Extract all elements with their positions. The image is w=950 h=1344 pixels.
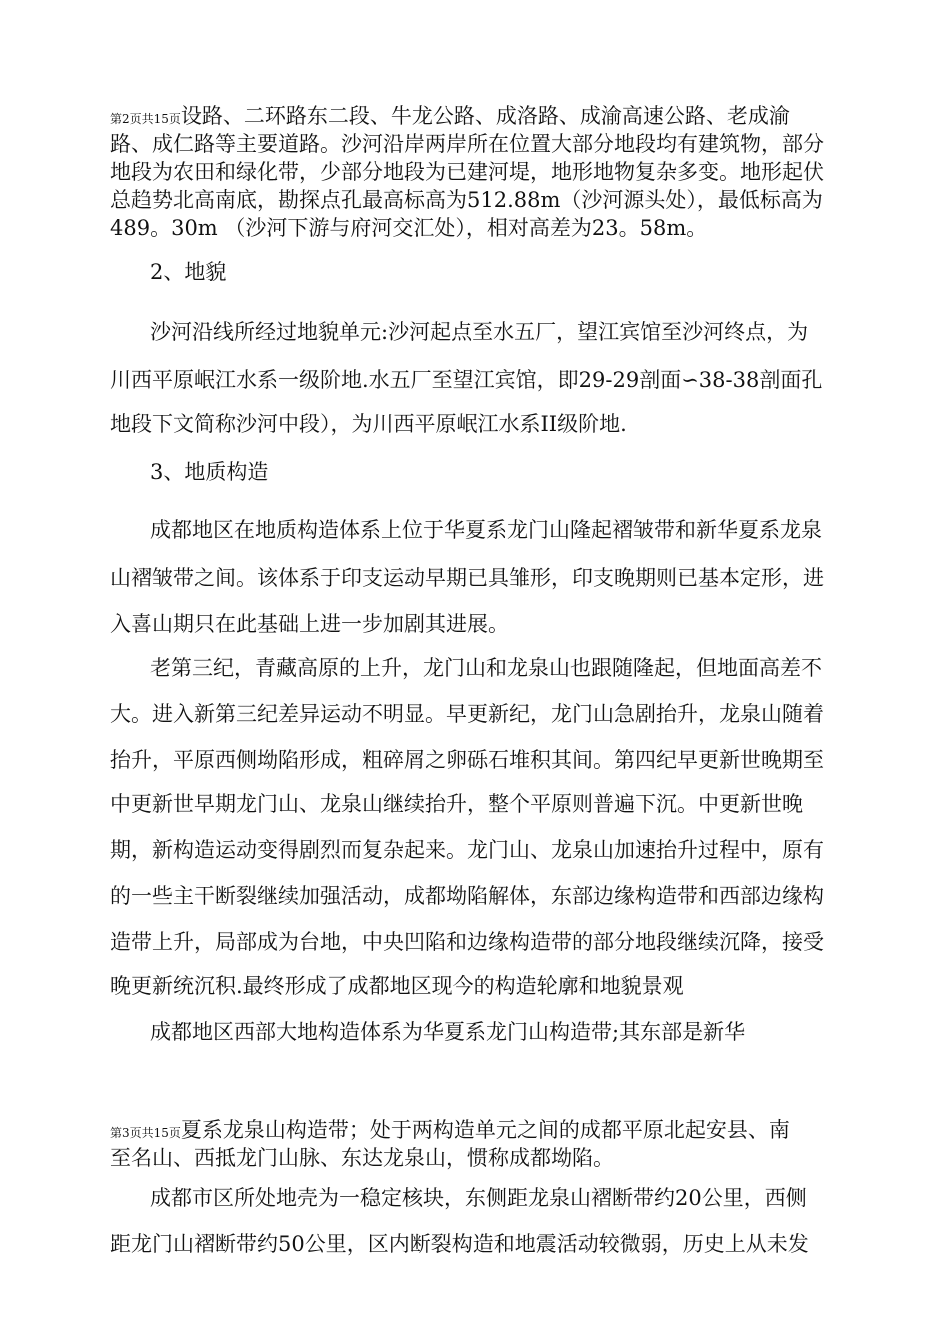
text-line: 山褶皱带之间。该体系于印支运动早期已具雏形，印支晚期则已基本定形，进 [110, 566, 824, 590]
text-line: 第2页共15页设路、二环路东二段、牛龙公路、成洛路、成渝高速公路、老成渝 [110, 104, 790, 128]
text-line: 抬升，平原西侧坳陷形成，粗碎屑之卵砾石堆积其间。第四纪早更新世晚期至 [110, 748, 824, 772]
text-line: 至名山、西抵龙门山脉、东达龙泉山，惯称成都坳陷。 [110, 1146, 614, 1170]
section-heading: 3、地质构造 [150, 460, 269, 484]
text-line: 晚更新统沉积.最终形成了成都地区现今的构造轮廓和地貌景观 [110, 974, 684, 998]
text-line: 中更新世早期龙门山、龙泉山继续抬升，整个平原则普遍下沉。中更新世晚 [110, 792, 803, 816]
text-line: 成都地区西部大地构造体系为华夏系龙门山构造带;其东部是新华 [150, 1020, 746, 1044]
final-paragraph [110, 1182, 870, 1282]
text-line: 大。进入新第三纪差异运动不明显。早更新纪，龙门山急剧抬升，龙泉山随着 [110, 702, 824, 726]
text-line: 489。30m （沙河下游与府河交汇处），相对高差为23。58m。 [110, 216, 708, 240]
page-marker: 第2页共15页 [110, 112, 181, 126]
text-line: 地段下文简称沙河中段），为川西平原岷江水系II级阶地. [110, 412, 627, 436]
text-line: 总趋势北高南底，勘探点孔最高标高为512.88m（沙河源头处），最低标高为 [110, 188, 823, 212]
text-line: 成都市区所处地壳为一稳定核块，东侧距龙泉山褶断带约20公里，西侧 [150, 1186, 807, 1210]
text-line: 第3页共15页夏系龙泉山构造带；处于两构造单元之间的成都平原北起安县、南 [110, 1118, 790, 1142]
text-line: 距龙门山褶断带约50公里，区内断裂构造和地震活动较微弱，历史上从未发 [110, 1232, 809, 1256]
text-line: 入喜山期只在此基础上进一步加剧其进展。 [110, 612, 509, 636]
text-line: 地段为农田和绿化带，少部分地段为已建河堤，地形地物复杂多变。地形起伏 [110, 160, 824, 184]
page-3-continuation [110, 1114, 870, 1174]
section-geologic-structure [110, 456, 870, 1056]
text-line: 沙河沿线所经过地貌单元:沙河起点至水五厂，望江宾馆至沙河终点，为 [150, 320, 809, 344]
text-line: 期，新构造运动变得剧烈而复杂起来。龙门山、龙泉山加速抬升过程中，原有 [110, 838, 824, 862]
page-marker: 第3页共15页 [110, 1126, 181, 1140]
text-line: 川西平原岷江水系一级阶地.水五厂至望江宾馆，即29-29剖面∽38-38剖面孔 [110, 368, 823, 392]
page-2-continuation [110, 100, 870, 240]
section-landform [110, 256, 870, 456]
text-line: 成都地区在地质构造体系上位于华夏系龙门山隆起褶皱带和新华夏系龙泉 [150, 518, 822, 542]
section-heading: 2、地貌 [150, 260, 227, 284]
text-line: 老第三纪，青藏高原的上升，龙门山和龙泉山也跟随隆起，但地面高差不 [150, 656, 822, 680]
text-line: 的一些主干断裂继续加强活动，成都坳陷解体，东部边缘构造带和西部边缘构 [110, 884, 824, 908]
text-line: 路、成仁路等主要道路。沙河沿岸两岸所在位置大部分地段均有建筑物，部分 [110, 132, 824, 156]
text-line: 造带上升，局部成为台地，中央凹陷和边缘构造带的部分地段继续沉降，接受 [110, 930, 824, 954]
